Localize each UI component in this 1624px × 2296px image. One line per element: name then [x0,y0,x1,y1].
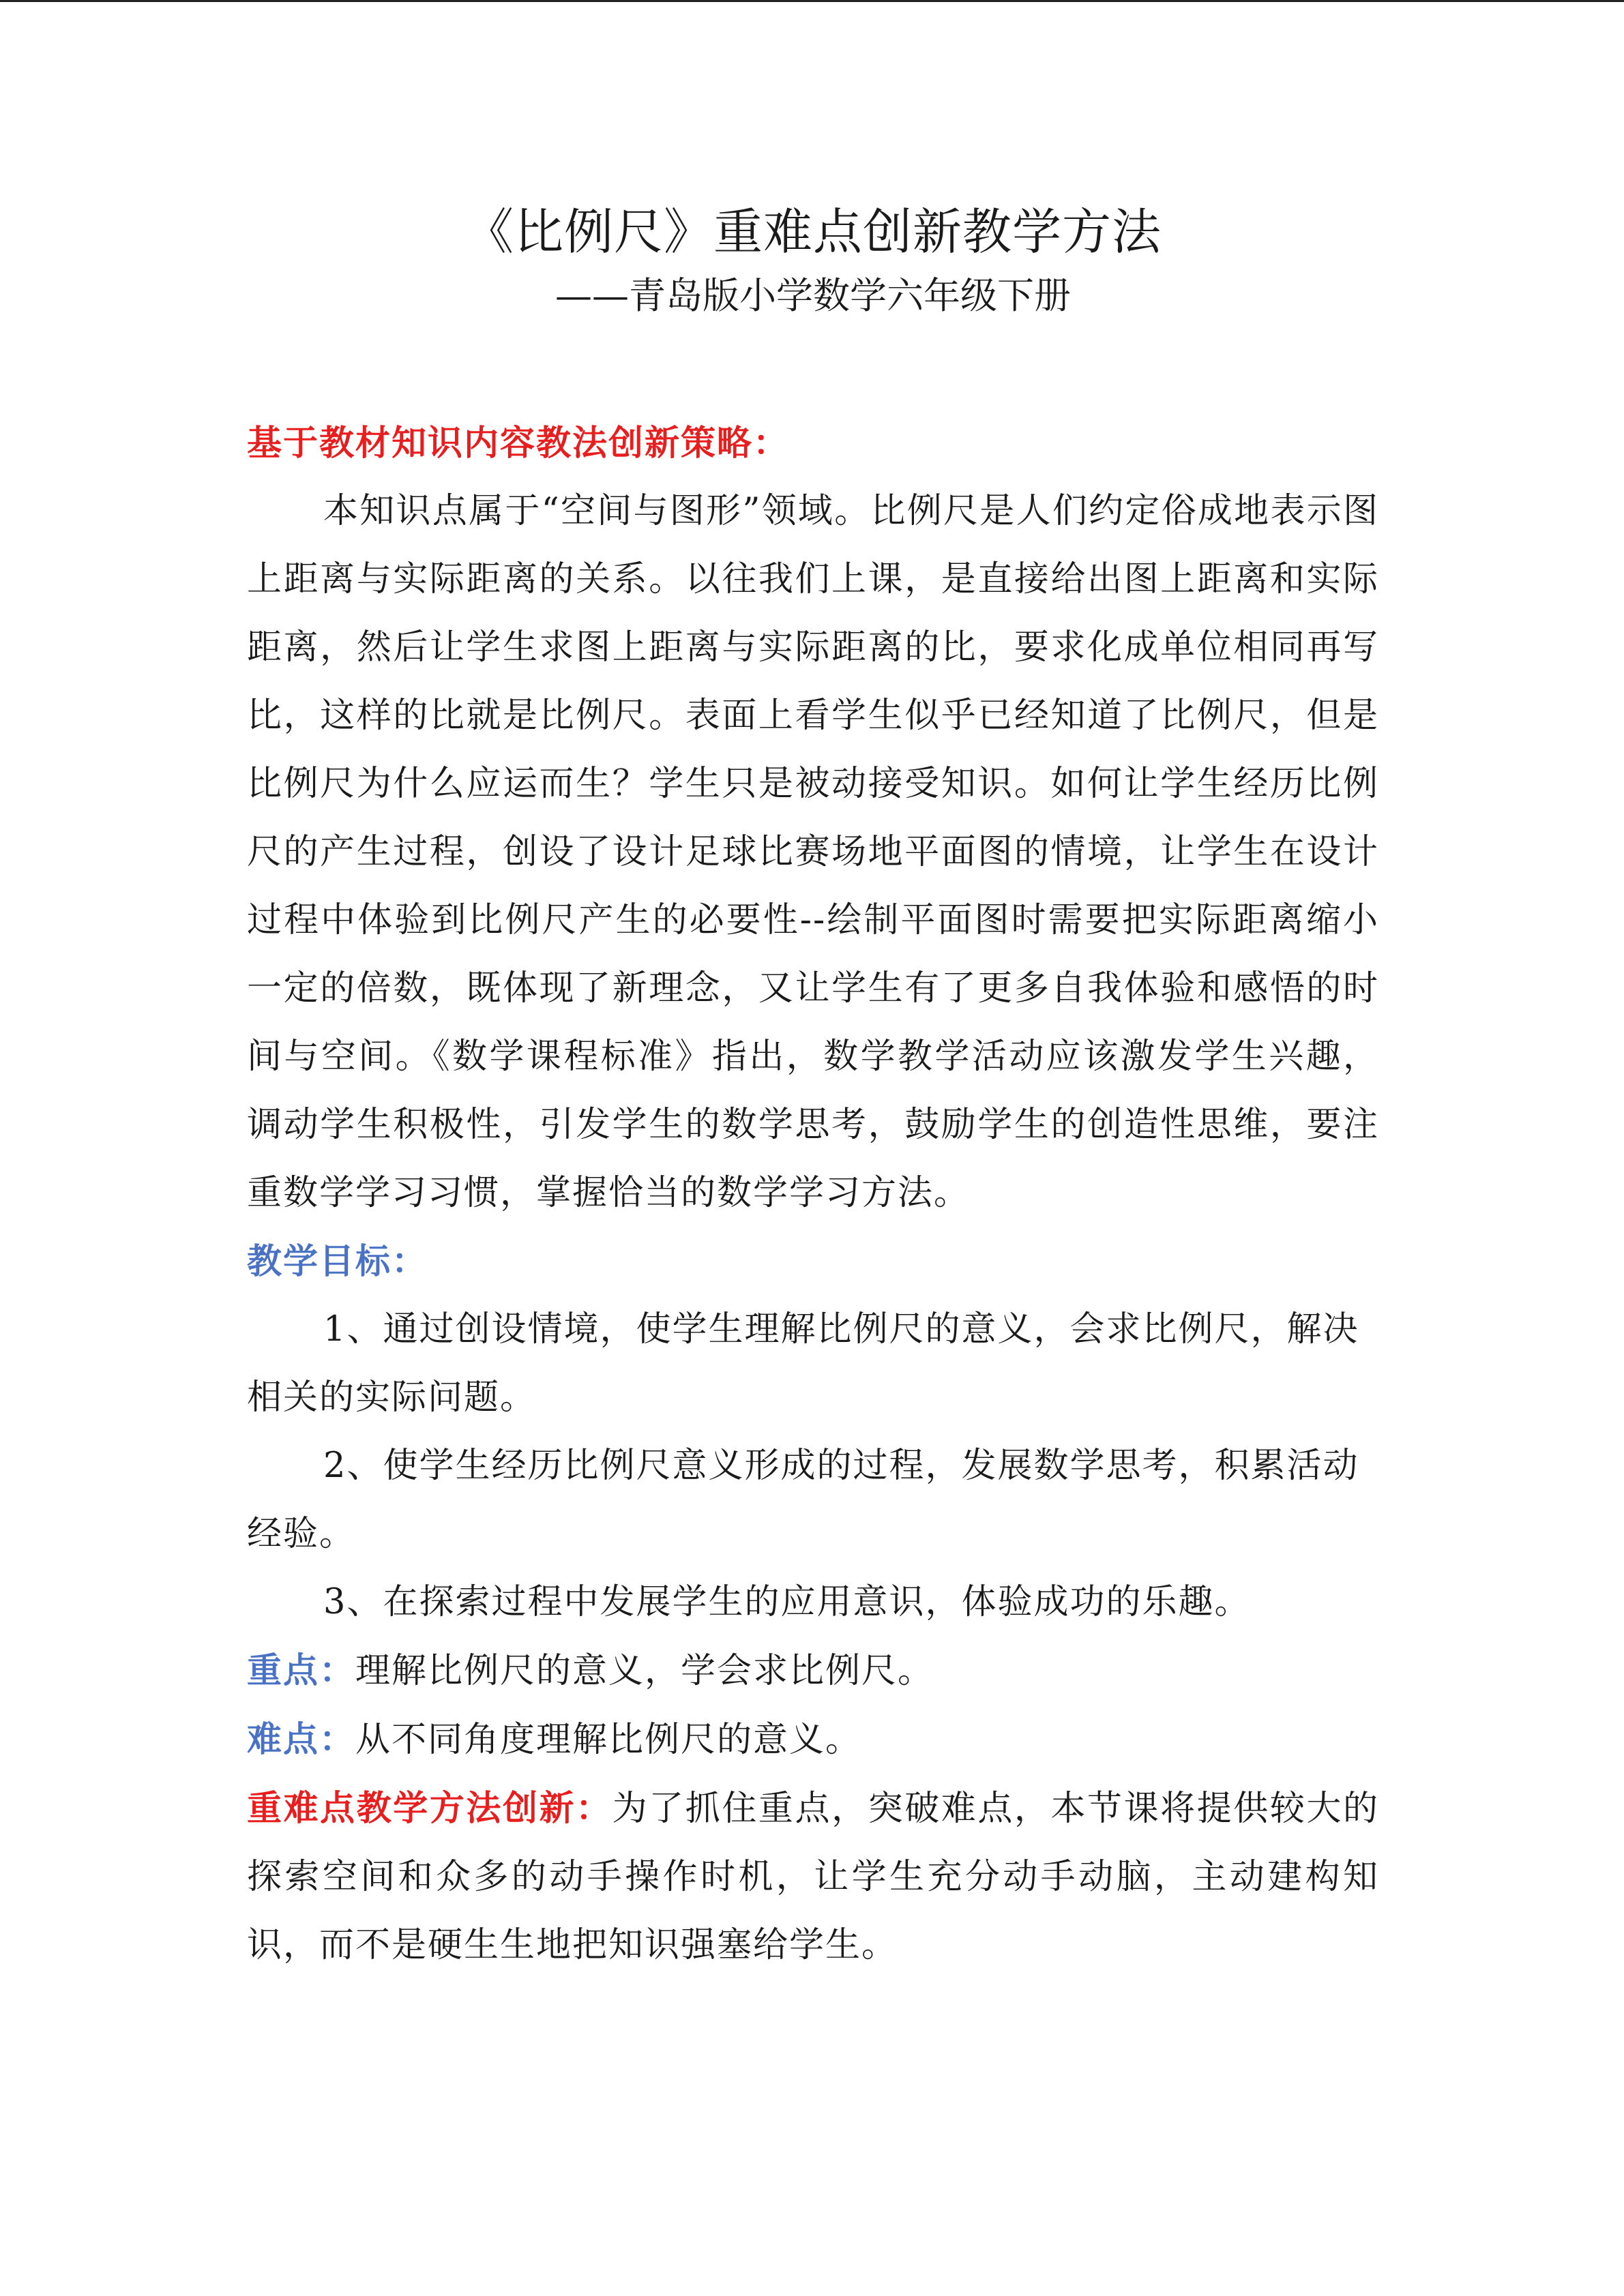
difficulty-label: 难点： [247,1719,356,1760]
innovation-paragraph [247,1774,1379,1980]
difficulty-text: 从不同角度理解比例尺的意义。 [355,1720,862,1760]
document-title: 《比例尺》重难点创新教学方法 [464,203,1162,260]
key-point-line [247,1637,1379,1705]
objective-item-3: 3、在探索过程中发展学生的应用意识，体验成功的乐趣。 [323,1582,1251,1622]
objectives-heading: 教学目标： [247,1241,428,1282]
strategy-heading: 基于教材知识内容教法创新策略： [247,423,790,464]
key-point-text: 理解比例尺的意义，学会求比例尺。 [355,1651,934,1691]
objective-item-1: 1、通过创设情境，使学生理解比例尺的意义，会求比例尺，解决相关的实际问题。 [247,1309,1359,1418]
document-subtitle: ——青岛版小学数学六年级下册 [555,274,1071,317]
strategy-body: 本知识点属于“空间与图形”领域。比例尺是人们约定俗成地表示图上距离与实际距离的关系。以往我们上课，是直接给出图上距离和实际距离，然后让学生求图上距离与实际距离的比，要求化成单位相同再写比，这样的比就是比例尺。表面上看学生似乎已经知道了比例尺，但是比例尺为什么应运而生？学生只是被动接受知识。如何让学生经历比例尺的产生过程，创设了设计足球比赛场地平面图的情境，让学生在设计过程中体验到比例尺产生的必要性--绘制平面图时需要把实际距离缩小一定的倍数，既体现了新理念，又让学生有了更多自我体验和感悟的时间与空间。《数学课程标准》指出，数学教学活动应该激发学生兴趣，调动学生积极性，引发学生的数学思考，鼓励学生的创造性思维，要注重数学学习习惯，掌握恰当的数学学习方法。 [247,491,1379,1213]
top-border-rule [0,0,1624,2]
key-point-label: 重点： [247,1650,356,1691]
innovation-text: 为了抓住重点，突破难点，本节课将提供较大的探索空间和众多的动手操作时机，让学生充分动手动脑，主动建构知识，而不是硬生生地把知识强塞给学生。 [247,1789,1379,1965]
innovation-label: 重难点教学方法创新： [247,1788,612,1829]
objective-item-2: 2、使学生经历比例尺意义形成的过程，发展数学思考，积累活动经验。 [247,1446,1359,1554]
document-page [247,198,1379,1980]
difficulty-line [247,1705,1379,1774]
